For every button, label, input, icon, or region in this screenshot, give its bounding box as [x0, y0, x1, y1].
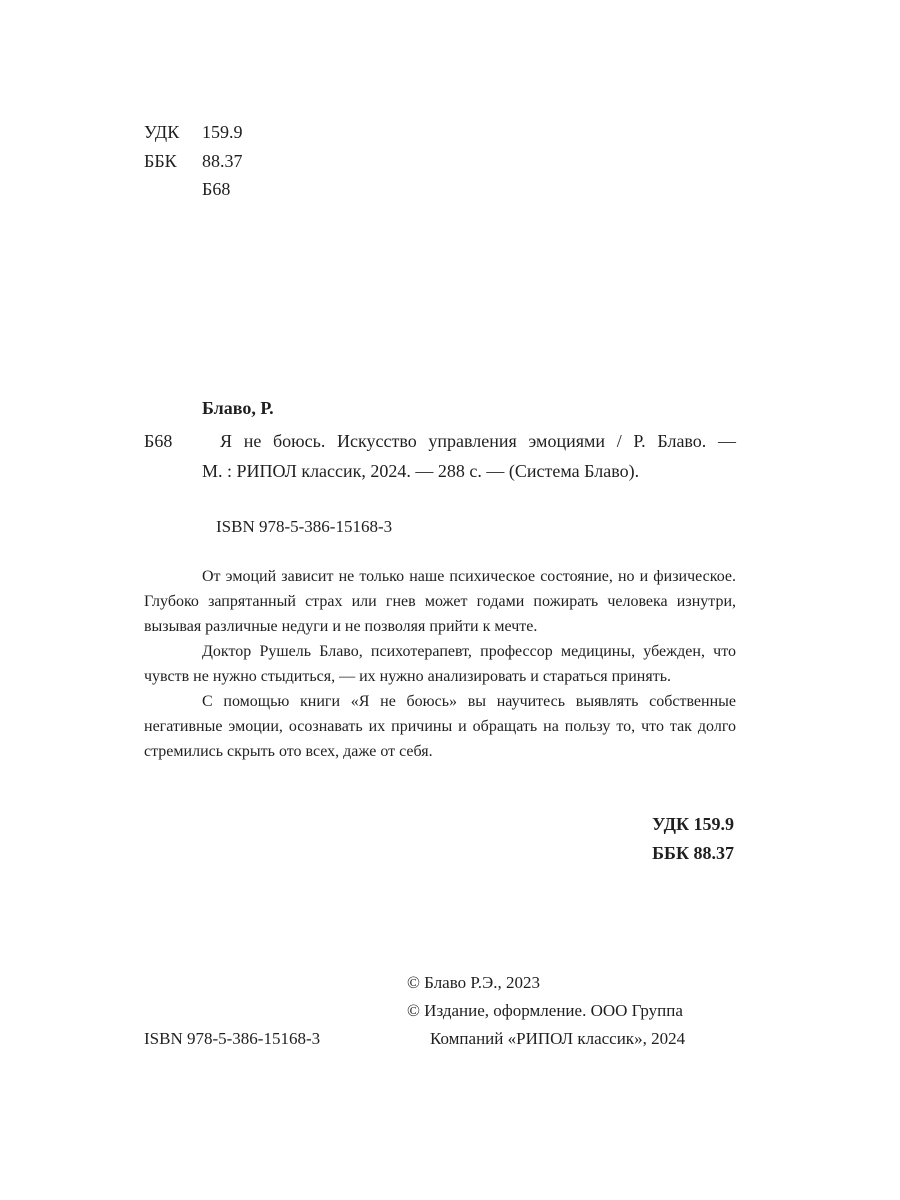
copyright-publisher-line2: Компаний «РИПОЛ классик», 2024 [430, 1029, 686, 1048]
bbk-label: ББК [144, 151, 177, 171]
summary-bbk: ББК 88.37 [652, 843, 734, 863]
author-heading: Блаво, Р. [202, 398, 274, 418]
annotation-paragraph: С помощью книги «Я не боюсь» вы научитесь выявлять собственные негативные эмоции, осознавать их причины и обращать на пользу то, что так долго стремились скрыть ото всех, даже от себя. [144, 693, 736, 760]
entry-title-line2: М. : РИПОЛ классик, 2024. — 288 с. — (Система Блаво). [202, 461, 640, 481]
entry-author-mark: Б68 [144, 431, 173, 451]
entry-isbn: ISBN 978-5-386-15168-3 [216, 517, 393, 536]
udk-label: УДК [144, 122, 180, 142]
annotation-paragraph: Доктор Рушель Блаво, психотерапевт, профессор медицины, убежден, что чувств не нужно стыдиться, — их нужно анализировать и стараться принять. [144, 643, 736, 685]
udk-row [144, 122, 243, 143]
entry-title-line1: Я не боюсь. Искусство управления эмоциями / Р. Блаво. — [220, 431, 736, 451]
bbk-row [144, 151, 243, 172]
copyright-author: © Блаво Р.Э., 2023 [407, 973, 540, 992]
summary-udk: УДК 159.9 [652, 814, 734, 834]
udk-value: 159.9 [202, 122, 243, 142]
copyright-publisher-line1: © Издание, оформление. ООО Группа [407, 1001, 683, 1020]
annotation-paragraph: От эмоций зависит не только наше психическое состояние, но и физическое. Глубоко запрятанный страх или гнев может годами пожирать человека изнутри, вызывая различные недуги и не позволяя прийти к мечте. [144, 568, 736, 635]
author-mark-top: Б68 [202, 179, 231, 199]
footer-isbn: ISBN 978-5-386-15168-3 [144, 1029, 321, 1048]
bbk-value: 88.37 [202, 151, 243, 171]
annotation [144, 564, 736, 764]
